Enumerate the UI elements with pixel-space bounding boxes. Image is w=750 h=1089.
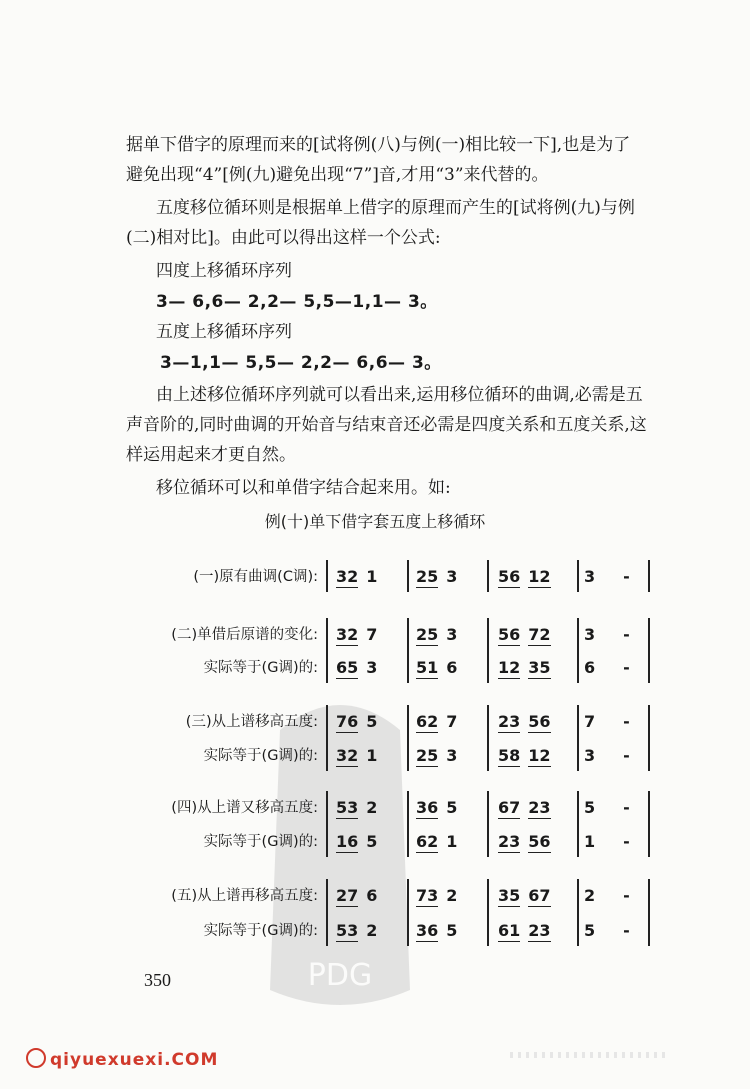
measure-4: 5 - [584, 921, 630, 940]
bar-line [577, 618, 579, 683]
bar-line [577, 879, 579, 946]
bar-line [407, 560, 409, 592]
site-logo[interactable] [26, 1048, 218, 1070]
row-label: 实际等于(G调)的: [203, 923, 318, 939]
paragraph-line-6: 声音阶的,同时曲调的开始音与结束音还必需是四度关系和五度关系,这 [126, 415, 647, 435]
measure-1: 27 6 [336, 886, 378, 905]
measure-3: 61 23 [498, 921, 551, 940]
bar-line [407, 791, 409, 857]
measure-3: 12 35 [498, 658, 551, 677]
measure-1: 32 1 [336, 567, 378, 586]
bar-line [648, 560, 650, 592]
measure-1: 53 2 [336, 921, 378, 940]
bar-line [326, 560, 328, 592]
measure-2: 62 7 [416, 712, 458, 731]
paragraph-line-5: 由上述移位循环序列就可以看出来,运用移位循环的曲调,必需是五 [156, 385, 643, 405]
formula-fifth-sequence: 3—1,1— 5,5— 2,2— 6,6— 3。 [160, 353, 442, 373]
measure-4: 3 - [584, 746, 630, 765]
bar-line [487, 618, 489, 683]
row-label: 实际等于(G调)的: [203, 748, 318, 764]
bar-line [407, 879, 409, 946]
sequence-heading-fifth: 五度上移循环序列 [156, 322, 292, 342]
row-label: (五)从上谱再移高五度: [171, 888, 318, 904]
bar-line [407, 705, 409, 771]
sequence-heading-fourth: 四度上移循环序列 [156, 261, 292, 281]
measure-4: 1 - [584, 832, 630, 851]
row-label: (四)从上谱又移高五度: [171, 800, 318, 816]
row-label: (一)原有曲调(C调): [193, 569, 318, 585]
measure-4: 3 - [584, 567, 630, 586]
formula-fourth-sequence: 3— 6,6— 2,2— 5,5—1,1— 3。 [156, 292, 438, 312]
row-label: (三)从上谱移高五度: [185, 714, 318, 730]
measure-3: 56 72 [498, 625, 551, 644]
seal-watermark [250, 690, 430, 1020]
example-title: 例(十)单下借字套五度上移循环 [264, 512, 486, 531]
measure-1: 32 1 [336, 746, 378, 765]
page-number: 350 [144, 970, 171, 990]
bar-line [487, 560, 489, 592]
measure-1: 16 5 [336, 832, 378, 851]
bar-line [326, 879, 328, 946]
measure-1: 65 3 [336, 658, 378, 677]
measure-4: 7 - [584, 712, 630, 731]
bar-line [487, 705, 489, 771]
measure-3: 23 56 [498, 832, 551, 851]
paragraph-line-3: 五度移位循环则是根据单上借字的原理而产生的[试将例(九)与例 [156, 198, 635, 218]
measure-2: 36 5 [416, 798, 458, 817]
measure-4: 5 - [584, 798, 630, 817]
paragraph-line-2: 避免出现“4”[例(九)避免出现“7”]音,才用“3”来代替的。 [126, 165, 549, 185]
measure-3: 58 12 [498, 746, 551, 765]
bar-line [487, 791, 489, 857]
bar-line [577, 791, 579, 857]
paragraph-line-1: 据单下借字的原理而来的[试将例(八)与例(一)相比较一下],也是为了 [126, 135, 631, 155]
bar-line [648, 791, 650, 857]
measure-4: 6 - [584, 658, 630, 677]
bar-line [648, 618, 650, 683]
measure-2: 73 2 [416, 886, 458, 905]
row-label: (二)单借后原谱的变化: [171, 627, 318, 643]
measure-1: 53 2 [336, 798, 378, 817]
bar-line [577, 705, 579, 771]
bar-line [326, 791, 328, 857]
measure-2: 25 3 [416, 746, 458, 765]
measure-3: 35 67 [498, 886, 551, 905]
bar-line [407, 618, 409, 683]
measure-4: 3 - [584, 625, 630, 644]
measure-2: 51 6 [416, 658, 458, 677]
bar-line [487, 879, 489, 946]
faint-footer-mark [510, 1052, 670, 1058]
row-label: 实际等于(G调)的: [203, 660, 318, 676]
bar-line [326, 618, 328, 683]
measure-4: 2 - [584, 886, 630, 905]
measure-1: 32 7 [336, 625, 378, 644]
logo-icon [26, 1048, 46, 1068]
paragraph-line-7: 样运用起来才更自然。 [126, 445, 296, 465]
measure-3: 67 23 [498, 798, 551, 817]
site-name: qiyuexuexi.COM [50, 1050, 219, 1070]
bar-line [577, 560, 579, 592]
measure-2: 25 3 [416, 567, 458, 586]
measure-1: 76 5 [336, 712, 378, 731]
row-label: 实际等于(G调)的: [203, 834, 318, 850]
measure-2: 62 1 [416, 832, 458, 851]
bar-line [326, 705, 328, 771]
paragraph-line-8: 移位循环可以和单借字结合起来用。如: [156, 478, 451, 498]
svg-text:PDG: PDG [307, 958, 373, 993]
bar-line [648, 705, 650, 771]
paragraph-line-4: (二)相对比]。由此可以得出这样一个公式: [126, 228, 441, 248]
measure-2: 36 5 [416, 921, 458, 940]
measure-2: 25 3 [416, 625, 458, 644]
measure-3: 23 56 [498, 712, 551, 731]
bar-line [648, 879, 650, 946]
measure-3: 56 12 [498, 567, 551, 586]
